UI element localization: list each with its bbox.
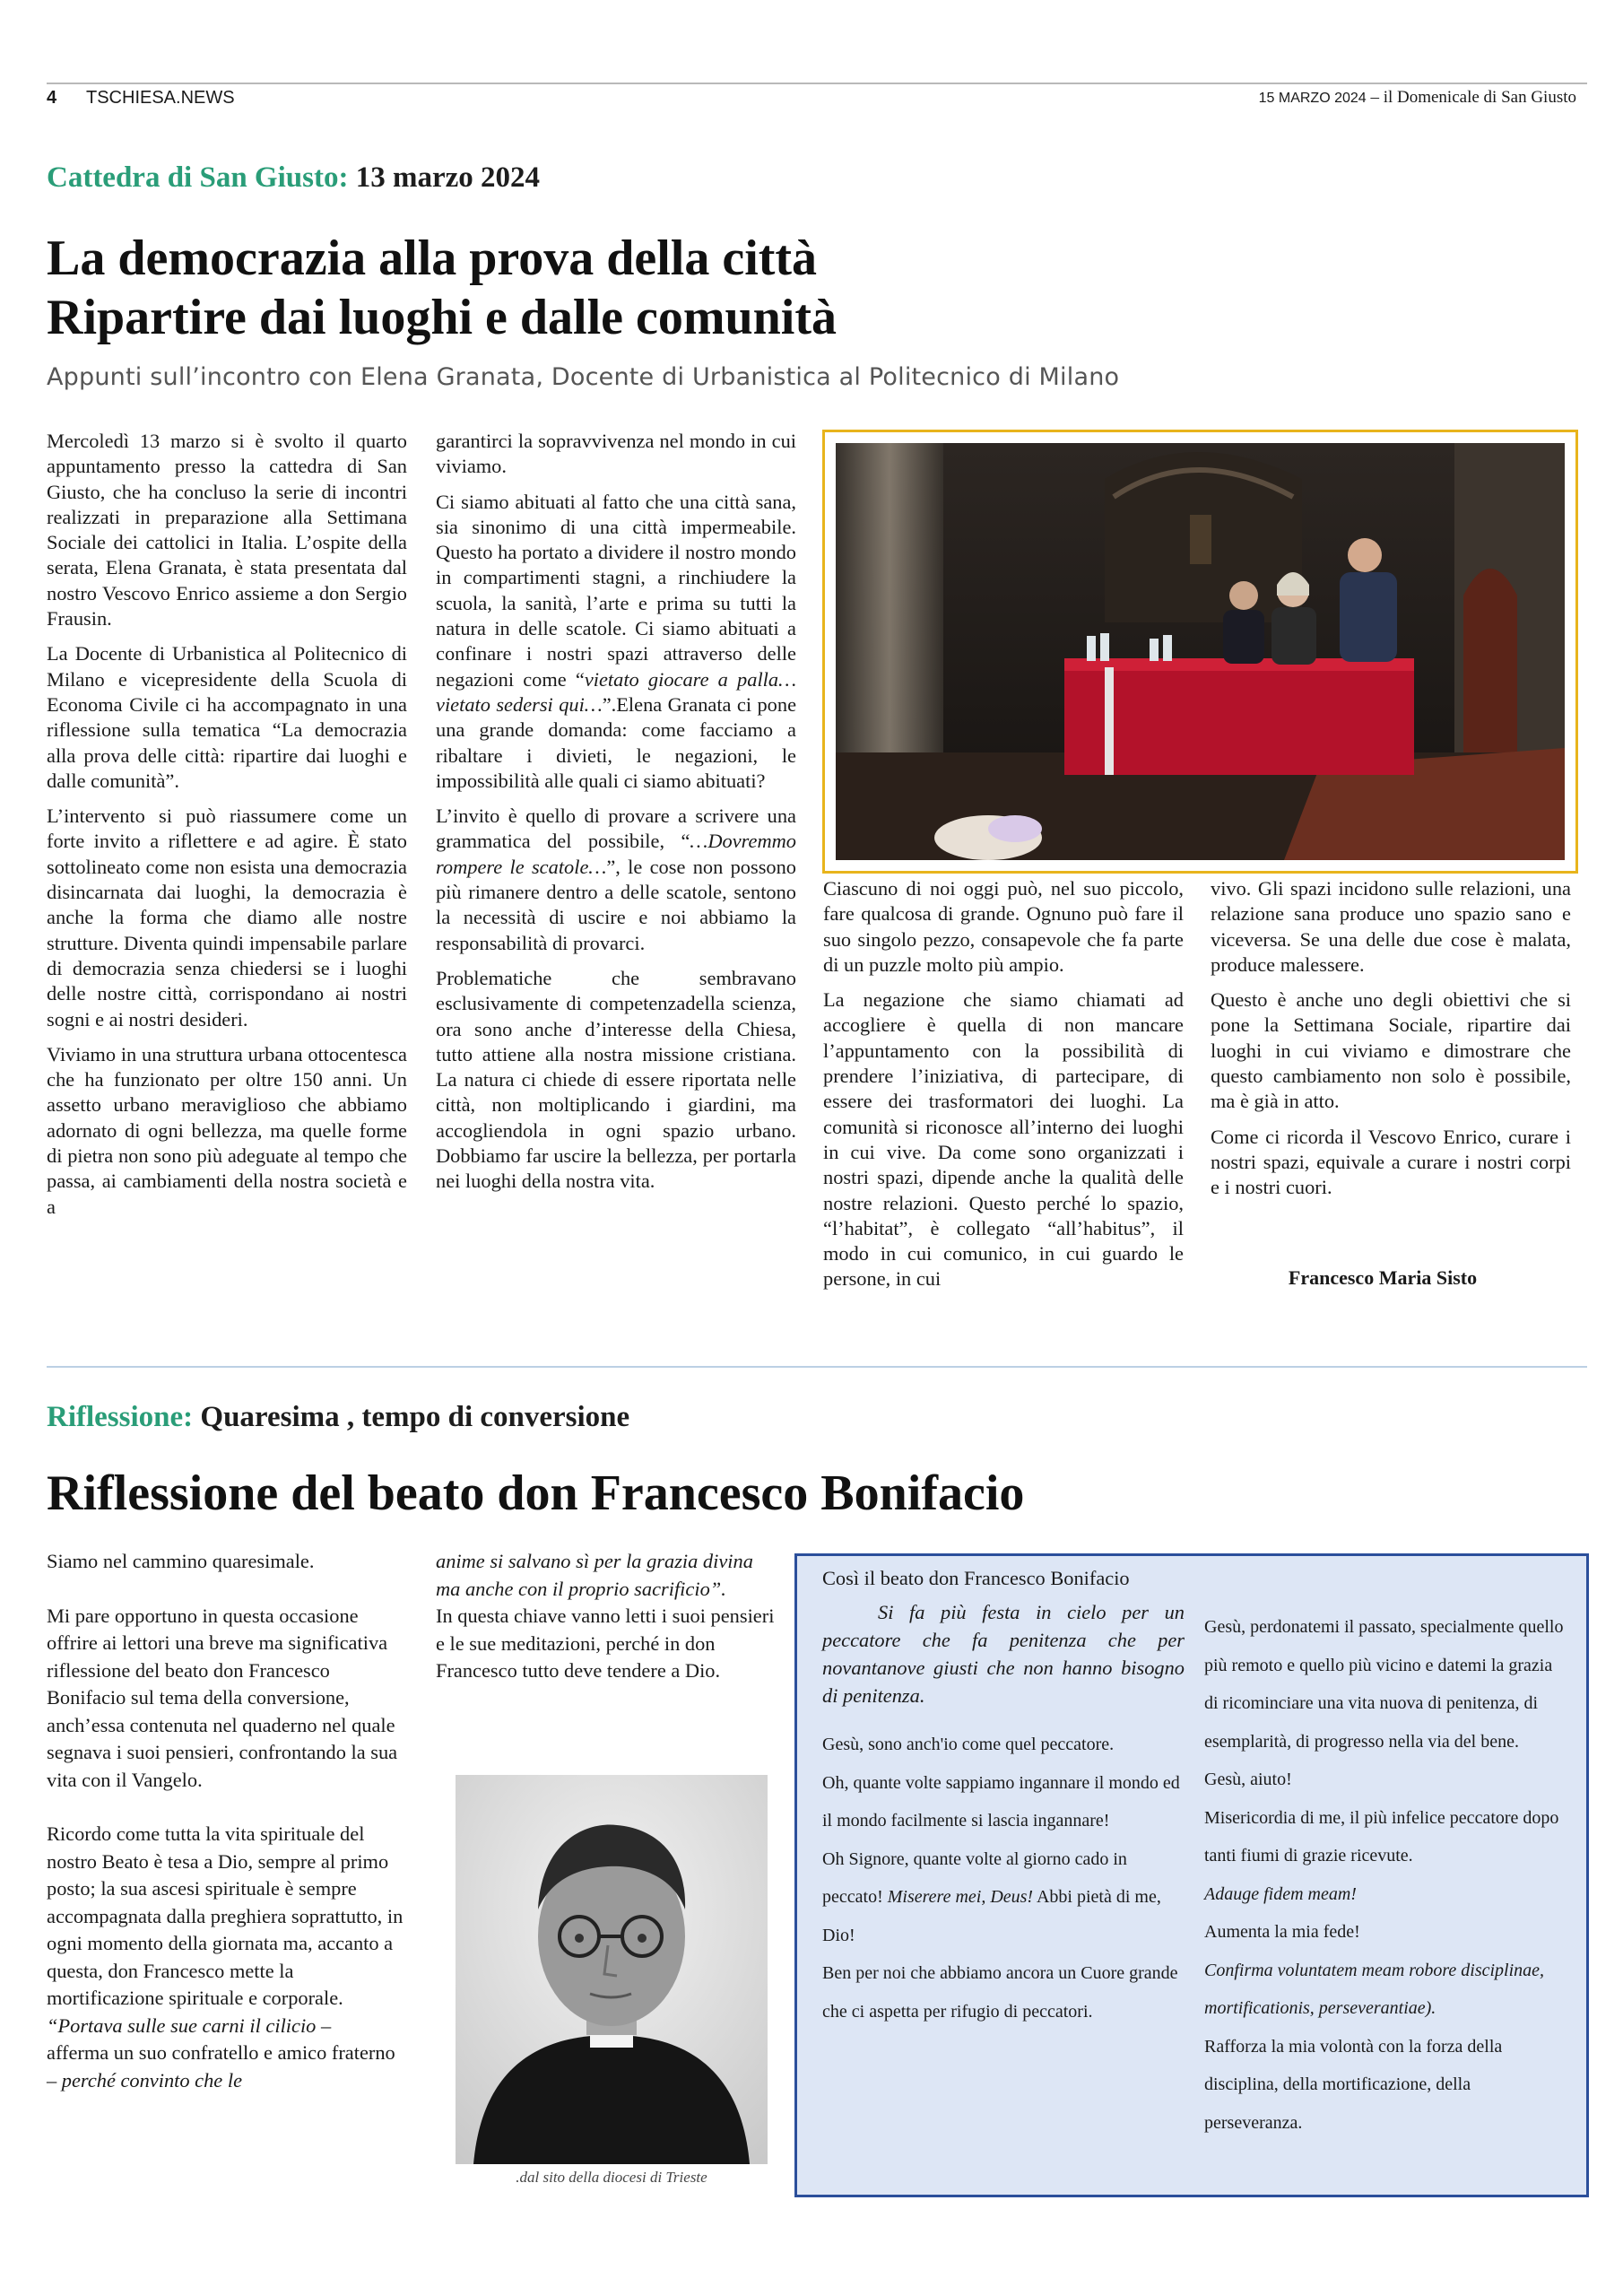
text: afferma un suo confratello e amico fraterno – <box>47 2041 395 2092</box>
header-rule <box>47 83 1587 84</box>
prayer-box-left-column <box>822 1565 1185 2031</box>
paragraph <box>436 804 796 956</box>
edition-date: 15 MARZO 2024 <box>1258 91 1367 106</box>
quote-paragraph <box>436 1548 777 1603</box>
paragraph: Viviamo in una struttura urbana ottocentesca che ha funzionato per oltre 150 anni. Un assetto urbano meraviglioso che abbiamo adornato di ogni bellezza, ma quelle forme di pietra non sono più adeguate al tempo che passa, ai cambiamenti della nostra società e a <box>47 1042 407 1218</box>
portrait-image <box>456 1775 768 2164</box>
prayer-lines-left <box>822 1726 1185 2031</box>
paragraph: La Docente di Urbanistica al Politecnico di Milano e vicepresidente della Scuola di Economa Civile ci ha accompagnato in una riflessione sulla tematica “La democrazia alla prova delle città: ripartire dai luoghi e dalle comunità”. <box>47 642 407 792</box>
paragraph: vivo. Gli spazi incidono sulle relazioni, una relazione sana produce uno spazio sano e viceversa. Se una delle due cose è malata, produce malessere. <box>1211 877 1571 976</box>
article1-subhead: Appunti sull’incontro con Elena Granata, Docente di Urbanistica al Politecnico di Milano <box>47 363 1120 391</box>
text: Oh Signore, quante volte al giorno cado in peccato! <box>822 1848 1127 1907</box>
article1-column-4 <box>1211 876 1571 1201</box>
article2-kicker <box>47 1401 629 1434</box>
prayer-line: Gesù, aiuto! <box>1204 1770 1292 1789</box>
paragraph: Problematiche che sembravano esclusivamente di competenzadella scienza, ora sono anche d’interesse della Chiesa, tutto attiene alla nostra missione cristiana. La natura ci chiede di essere riportata nelle città, non moltiplicando i giardini, ma accogliendola in ogni spazio urbano. Dobbiamo far uscire la bellezza, per portarla nei luoghi della nostra vita. <box>436 966 796 1193</box>
paragraph: garantirci la sopravvivenza nel mondo in cui viviamo. <box>436 430 796 478</box>
text: Ci siamo abituati al fatto che una città sana, sia sinonimo di una città impermeabile. Questo ha portato a dividere il nostro mondo in compartimenti stagni, a rinchiudere la scuola, la sanità, l’arte e prima su tutti la natura in delle scatole. Ci siamo abituati a confinare i nostri spazi attraverso delle negazioni come “ <box>436 490 796 691</box>
box-intro: Così il beato don Francesco Bonifacio <box>822 1567 1130 1589</box>
event-photo <box>822 430 1578 874</box>
paragraph: Siamo nel cammino quaresimale. <box>47 1550 315 1572</box>
paragraph: In questa chiave vanno letti i suoi pensieri e le sue meditazioni, perché in don Francesco tutto deve tendere a Dio. <box>436 1605 775 1682</box>
paragraph: Mercoledì 13 marzo si è svolto il quarto appuntamento presso la cattedra di San Giusto, che ha concluso la serie di incontri realizzati in preparazione alla Settimana Sociale dei cattolici in Italia. L’ospite della serata, Elena Granata, è stata presentata dal nostro Vescovo Enrico assieme a don Sergio Frausin. <box>47 430 407 631</box>
text: Abbi pietà di me, Dio! <box>822 1887 1161 1945</box>
article2-column-1 <box>47 1548 407 2094</box>
latin-line: Adauge fidem meam! <box>1204 1883 1357 1904</box>
article2-headline: Riflessione del beato don Francesco Bonifacio <box>47 1465 1025 1521</box>
article1-kicker <box>47 161 540 195</box>
paragraph: Ricordo come tutta la vita spirituale del nostro Beato è tesa a Dio, sempre al primo posto; la sua ascesi spirituale è sempre accompagnata dalla preghiera soprattutto, in ogni momento della giornata ma, accanto a questa, don Francesco mette la mortificazione spirituale e corporale. <box>47 1822 404 2009</box>
headline-line-2: Ripartire dai luoghi e dalle comunità <box>47 290 837 345</box>
box-gospel-quote: Si fa più festa in cielo per un peccatore che fa penitenza che per novantanove giusti che non hanno bisogno di penitenza. <box>822 1601 1185 1707</box>
paragraph: Come ci ricorda il Vescovo Enrico, curare i nostri spazi, equivale a curare i nostri corpi e i nostri cuori. <box>1211 1125 1571 1199</box>
prayer-box <box>794 1553 1589 2197</box>
publication-name: – il Domenicale di San Giusto <box>1366 88 1576 107</box>
article1-column-3 <box>823 876 1184 1292</box>
text: L’invito è quello di provare a scrivere una grammatica del possibile, “ <box>436 804 796 853</box>
prayer-box-right-column <box>1204 1608 1570 2142</box>
article1-column-1 <box>47 429 407 1220</box>
section-divider <box>47 1366 1587 1368</box>
text: ”, le cose non possono più rimanere dentro a delle scatole, sentono la necessità di uscire e noi abbiamo la responsabilità di provarci. <box>436 855 796 954</box>
latin-text: Miserere mei, Deus! <box>887 1887 1034 1907</box>
kicker-date: 13 marzo 2024 <box>348 161 540 194</box>
kicker-label: Cattedra di San Giusto: <box>47 161 349 194</box>
page-number: 4 <box>47 88 57 108</box>
paragraph: L’intervento si può riassumere come un forte invito a riflettere e ad agire. È stato sottolineato come non esista una democrazia disincarnata dai luoghi, la democrazia è anche la forma che diamo alle nostre strutture. Diventa quindi impensabile parlare di democrazia senza chiedersi se i luoghi delle nostre città, corrispondano ai nostri sogni e ai nostri desideri. <box>47 804 407 1031</box>
paragraph: Questo è anche uno degli obiettivi che si pone la Settimana Sociale, ripartire dai luoghi in cui viviamo e dimostrare che questo cambiamento non solo è possibile, ma è già in atto. <box>1211 988 1571 1113</box>
prayer-line <box>822 1840 1185 1955</box>
portrait-caption: .dal sito della diocesi di Trieste <box>516 2169 707 2186</box>
latin-line: Confirma voluntatem meam robore disciplinae, mortificationis, perseverantiae). <box>1204 1960 1545 2018</box>
kicker-label: Riflessione: <box>47 1401 194 1433</box>
prayer-line: Ben per noi che abbiamo ancora un Cuore grande che ci aspetta per rifugio di peccatori. <box>822 1963 1178 2022</box>
italic-text: …Dovremmo rompere le scatole… <box>436 830 796 878</box>
headline-line-1: La democrazia alla prova della città <box>47 230 818 286</box>
paragraph <box>436 490 796 795</box>
prayer-lines-right <box>1204 1608 1570 2142</box>
kicker-text: Quaresima , tempo di conversione <box>193 1401 630 1433</box>
portrait-photo <box>456 1775 768 2164</box>
prayer-line: Misericordia di me, il più infelice peccatore dopo tanti fiumi di grazie ricevute. <box>1204 1807 1559 1866</box>
edition-line <box>1259 88 1576 108</box>
article1-headline <box>47 229 837 347</box>
text: ”.Elena Granata ci pone una grande domanda: come facciamo a ribaltare i divieti, le negazioni, le impossibilità alle quali ci siamo abituati? <box>436 692 797 792</box>
prayer-line: Gesù, perdonatemi il passato, specialmente quello più remoto e quello più vicino e datemi la grazia di ricominciare una vita nuova di penitenza, di esemplarità, di progresso nella via del bene. <box>1204 1617 1564 1752</box>
prayer-line: Gesù, sono anch'io come quel peccatore. <box>822 1735 1115 1754</box>
italic-text: “Portava sulle sue carni il cilicio – <box>47 2013 332 2037</box>
prayer-line: Aumenta la mia fede! <box>1204 1922 1360 1942</box>
event-photo-image <box>836 443 1565 860</box>
site-name: TSCHIESA.NEWS <box>86 88 235 108</box>
prayer-line: Oh, quante volte sappiamo ingannare il mondo ed il mondo facilmente si lascia ingannare! <box>822 1772 1180 1831</box>
article2-column-2 <box>436 1548 777 1685</box>
paragraph: Ciascuno di noi oggi può, nel suo piccolo, fare qualcosa di grande. Ognuno può fare il suo singolo pezzo, consapevole che fa parte di un puzzle molto più ampio. <box>823 877 1184 976</box>
article1-column-2 <box>436 429 796 1195</box>
article1-signature: Francesco Maria Sisto <box>1288 1266 1478 1289</box>
italic-text: perché convinto che le <box>61 2068 243 2092</box>
paragraph: La negazione che siamo chiamati ad accogliere è quella di non mancare l’appuntamento con la possibilità di prendere l’iniziativa, di partecipare, di essere dei trasformatori dei luoghi. La comunità si riconosce all’interno dei luoghi in cui vive. Da come sono organizzati i nostri spazi, dipende anche la qualità delle nostre relazioni. Questo perché lo spazio, “l’habitat”, è collegato “all’habitus”, il modo in cui comunico, in cui guardo le persone, in cui <box>823 988 1184 1291</box>
italic-text: anime si salvano sì per la grazia divina ma anche con il proprio sacrificio”. <box>436 1550 753 1600</box>
paragraph: Mi pare opportuno in questa occasione offrire ai lettori una breve ma significativa riflessione del beato don Francesco Bonifacio sul tema della conversione, anch’essa contenuta nel quaderno nel quale segnava i suoi pensieri, confrontando la sua vita con il Vangelo. <box>47 1604 398 1791</box>
prayer-line: Rafforza la mia volontà con la forza della disciplina, della mortificazione, della perseveranza. <box>1204 2036 1503 2133</box>
quote-paragraph <box>47 2013 407 2095</box>
italic-text: vietato giocare a palla…vietato sedersi qui… <box>436 667 796 716</box>
